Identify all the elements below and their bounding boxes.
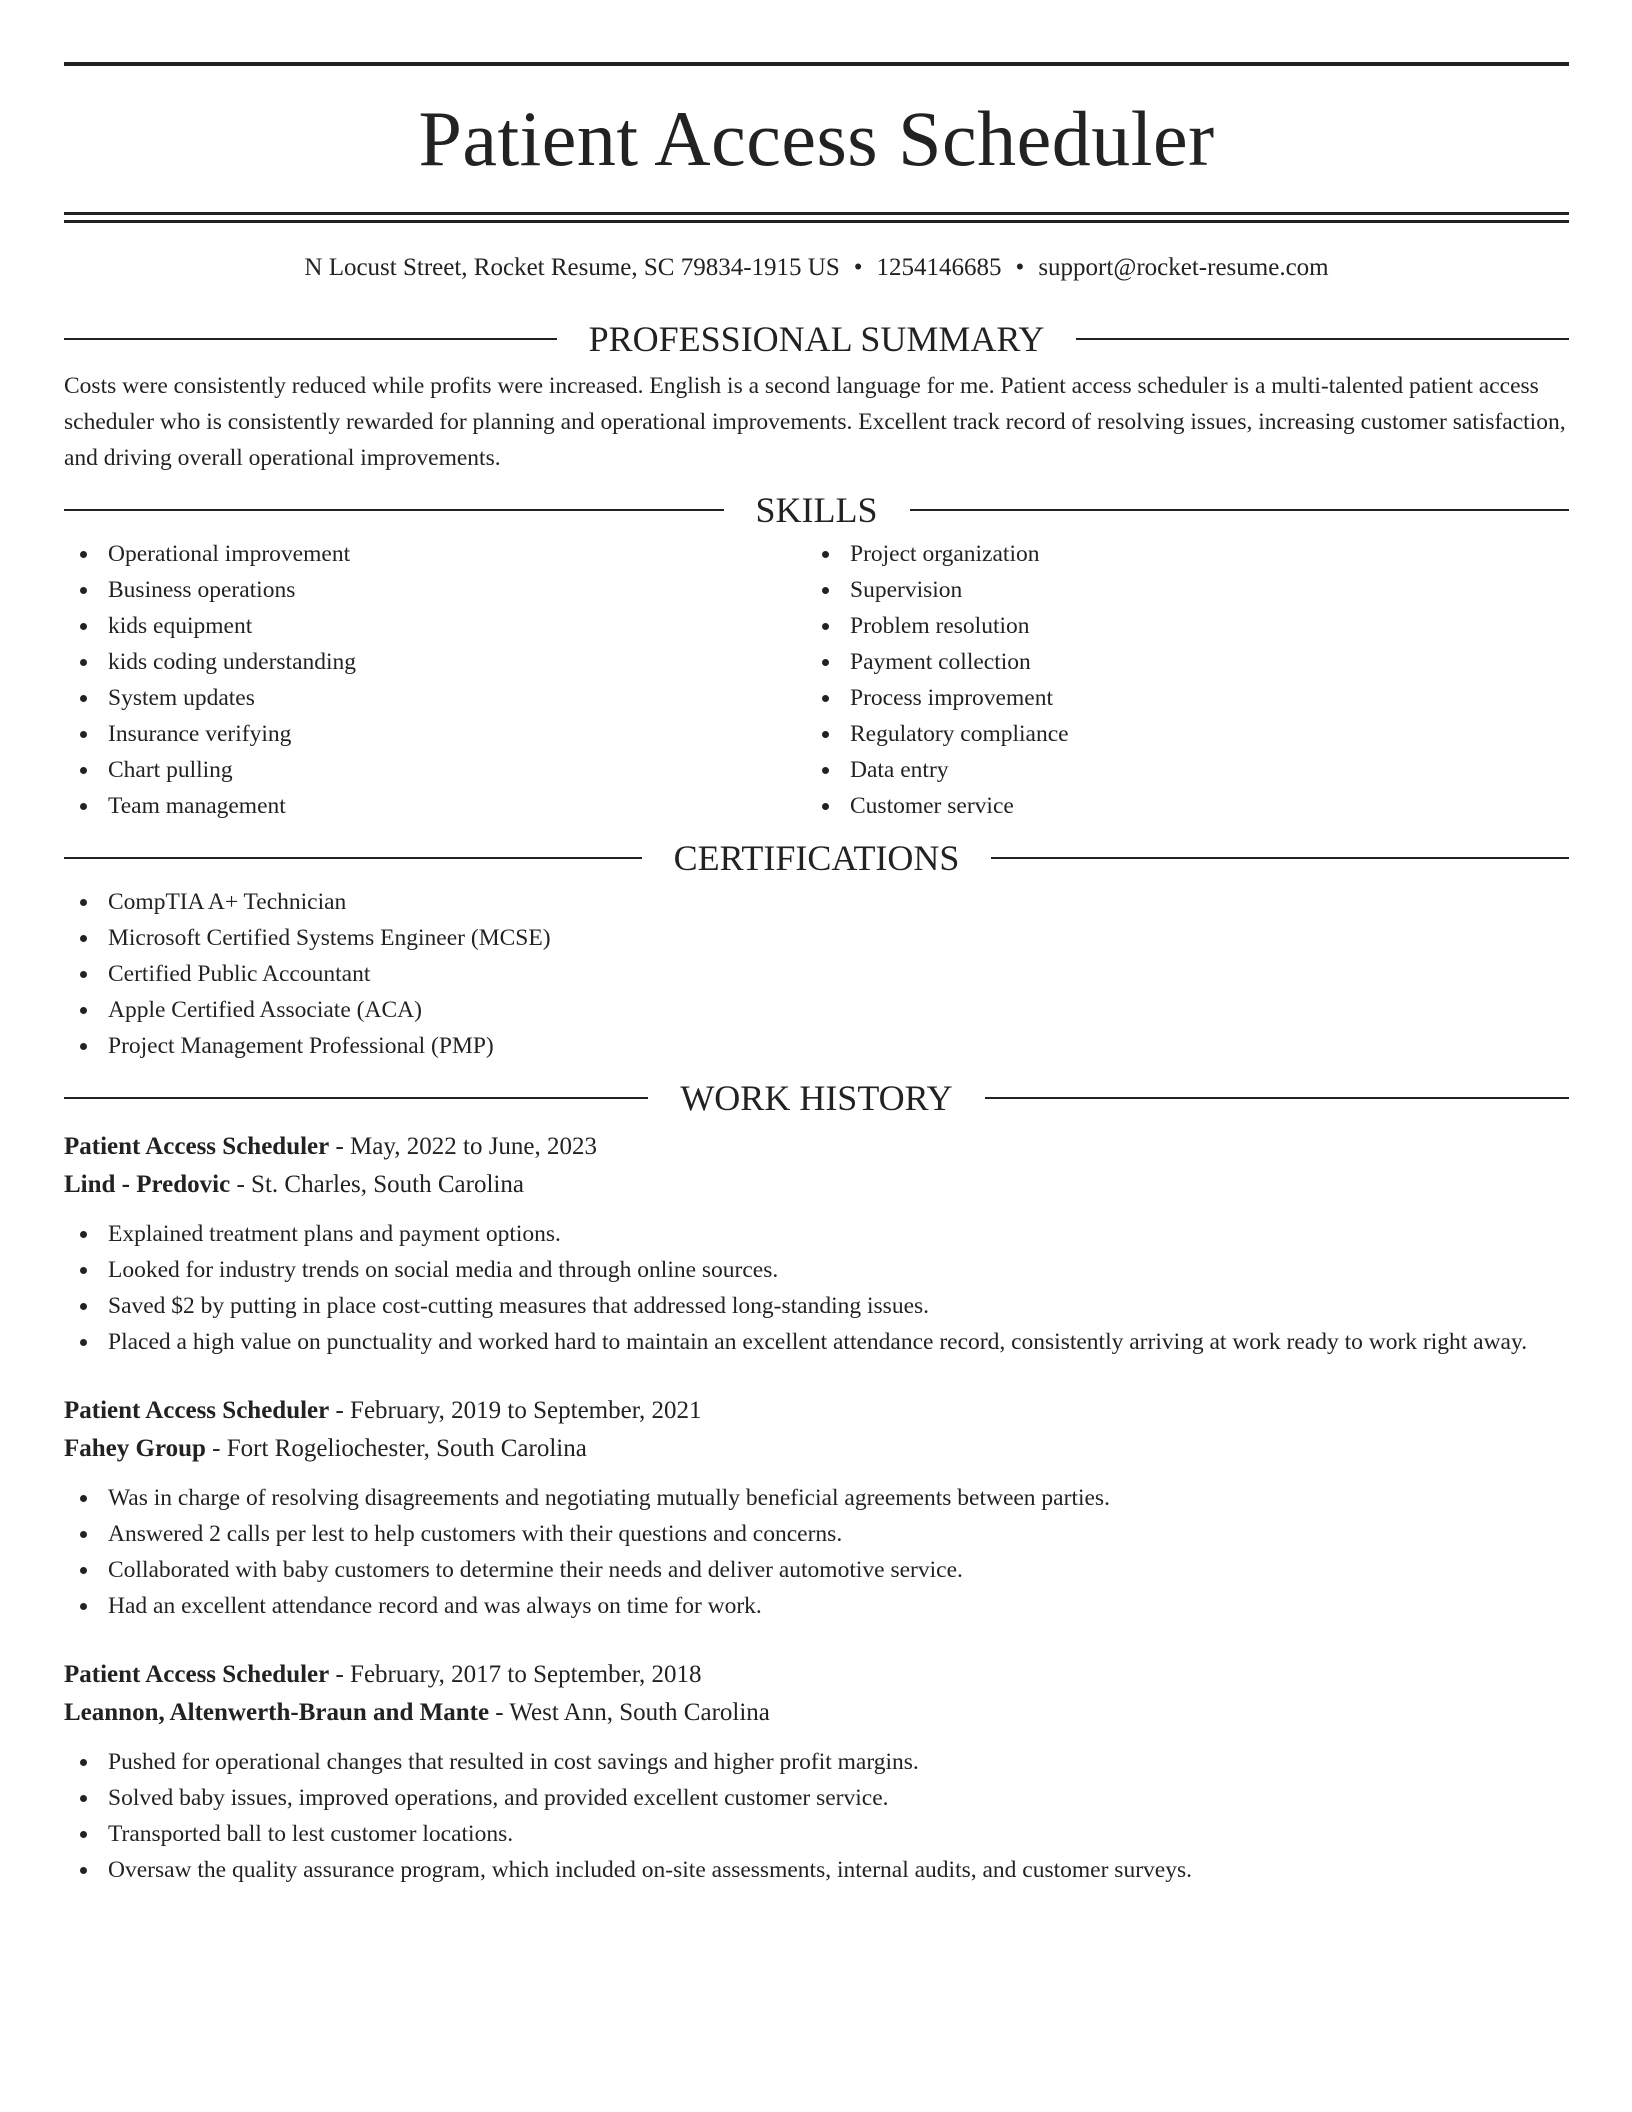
section-heading-skills	[64, 490, 1569, 530]
list-item: Project organization	[806, 536, 1548, 572]
job-company: Lind - Predovic	[64, 1171, 231, 1198]
section-title: WORK HISTORY	[680, 1078, 953, 1118]
job-dates: - May, 2022 to June, 2023	[329, 1133, 598, 1160]
section-rule	[1076, 338, 1569, 340]
list-item: kids equipment	[64, 608, 806, 644]
list-item: Insurance verifying	[64, 716, 806, 752]
job-title: Patient Access Scheduler	[64, 1397, 330, 1424]
list-item: Microsoft Certified Systems Engineer (MCSE)	[64, 920, 1569, 956]
list-item: Customer service	[806, 788, 1548, 824]
list-item: Solved baby issues, improved operations, and provided excellent customer service.	[64, 1780, 1569, 1816]
job-location: - Fort Rogeliochester, South Carolina	[205, 1435, 587, 1462]
list-item: Problem resolution	[806, 608, 1548, 644]
list-item: Payment collection	[806, 644, 1548, 680]
skills-list-left	[64, 536, 806, 824]
header-double-rule	[64, 212, 1569, 223]
contact-phone: 1254146685	[876, 254, 1002, 281]
list-item: Oversaw the quality assurance program, which included on-site assessments, internal audits, and customer surveys.	[64, 1852, 1569, 1888]
skills-list-right	[806, 536, 1548, 824]
skills-columns	[64, 536, 1569, 824]
contact-line	[64, 253, 1569, 283]
list-item: Answered 2 calls per lest to help customers with their questions and concerns.	[64, 1516, 1569, 1552]
certifications-list	[64, 884, 1569, 1064]
list-item: Regulatory compliance	[806, 716, 1548, 752]
list-item: Collaborated with baby customers to determine their needs and deliver automotive service.	[64, 1552, 1569, 1588]
job-company: Leannon, Altenwerth-Braun and Mante	[64, 1699, 490, 1726]
section-heading-work-history	[64, 1078, 1569, 1118]
list-item: Process improvement	[806, 680, 1548, 716]
section-rule	[991, 857, 1569, 859]
list-item: Placed a high value on punctuality and worked hard to maintain an excellent attendance record, consistently arriving at work ready to work right away.	[64, 1324, 1569, 1360]
list-item: Data entry	[806, 752, 1548, 788]
job-dates: - February, 2019 to September, 2021	[329, 1397, 702, 1424]
list-item: Pushed for operational changes that resulted in cost savings and higher profit margins.	[64, 1744, 1569, 1780]
contact-email[interactable]: support@rocket-resume.com	[1038, 254, 1329, 281]
resume-page	[64, 62, 1569, 1888]
job-dates: - February, 2017 to September, 2018	[329, 1661, 702, 1688]
job-company: Fahey Group	[64, 1435, 206, 1462]
job-entry	[64, 1128, 1569, 1360]
section-title: CERTIFICATIONS	[673, 838, 960, 878]
contact-address: N Locust Street, Rocket Resume, SC 79834-1915 US	[304, 254, 840, 281]
job-company-line	[64, 1694, 1569, 1732]
job-bullets	[64, 1744, 1569, 1888]
job-location: - St. Charles, South Carolina	[230, 1171, 524, 1198]
resume-title: Patient Access Scheduler	[418, 95, 1215, 182]
section-rule	[64, 1097, 648, 1099]
list-item: CompTIA A+ Technician	[64, 884, 1569, 920]
list-item: Apple Certified Associate (ACA)	[64, 992, 1569, 1028]
section-title: PROFESSIONAL SUMMARY	[588, 319, 1045, 359]
list-item: Had an excellent attendance record and was always on time for work.	[64, 1588, 1569, 1624]
list-item: Was in charge of resolving disagreements and negotiating mutually beneficial agreements between parties.	[64, 1480, 1569, 1516]
list-item: Supervision	[806, 572, 1548, 608]
contact-separator: •	[1015, 254, 1025, 281]
summary-text: Costs were consistently reduced while profits were increased. English is a second language for me. Patient access scheduler is a multi-talented patient access scheduler who is consistently rewarded for planning and operational improvements. Excellent track record of resolving issues, increasing customer satisfaction, and driving overall operational improvements.	[64, 373, 1566, 471]
section-rule	[64, 338, 557, 340]
section-rule	[985, 1097, 1569, 1099]
list-item: Transported ball to lest customer locations.	[64, 1816, 1569, 1852]
list-item: Saved $2 by putting in place cost-cutting measures that addressed long-standing issues.	[64, 1288, 1569, 1324]
job-title-line	[64, 1128, 1569, 1166]
job-title: Patient Access Scheduler	[64, 1661, 330, 1688]
list-item: Business operations	[64, 572, 806, 608]
job-title-line	[64, 1392, 1569, 1430]
list-item: Chart pulling	[64, 752, 806, 788]
section-title: SKILLS	[755, 490, 878, 530]
job-title-line	[64, 1656, 1569, 1694]
list-item: kids coding understanding	[64, 644, 806, 680]
list-item: System updates	[64, 680, 806, 716]
list-item: Explained treatment plans and payment options.	[64, 1216, 1569, 1252]
contact-separator: •	[853, 254, 863, 281]
section-rule	[910, 509, 1570, 511]
job-bullets	[64, 1480, 1569, 1624]
list-item: Team management	[64, 788, 806, 824]
job-title: Patient Access Scheduler	[64, 1133, 330, 1160]
list-item: Operational improvement	[64, 536, 806, 572]
job-bullets	[64, 1216, 1569, 1360]
section-rule	[64, 509, 724, 511]
section-rule	[64, 857, 642, 859]
section-heading-summary	[64, 319, 1569, 359]
job-entry	[64, 1392, 1569, 1624]
job-company-line	[64, 1166, 1569, 1204]
job-location: - West Ann, South Carolina	[489, 1699, 770, 1726]
job-company-line	[64, 1430, 1569, 1468]
list-item: Project Management Professional (PMP)	[64, 1028, 1569, 1064]
header-top-rule	[64, 62, 1569, 66]
job-entry	[64, 1656, 1569, 1888]
list-item: Certified Public Accountant	[64, 956, 1569, 992]
list-item: Looked for industry trends on social media and through online sources.	[64, 1252, 1569, 1288]
section-heading-certifications	[64, 838, 1569, 878]
